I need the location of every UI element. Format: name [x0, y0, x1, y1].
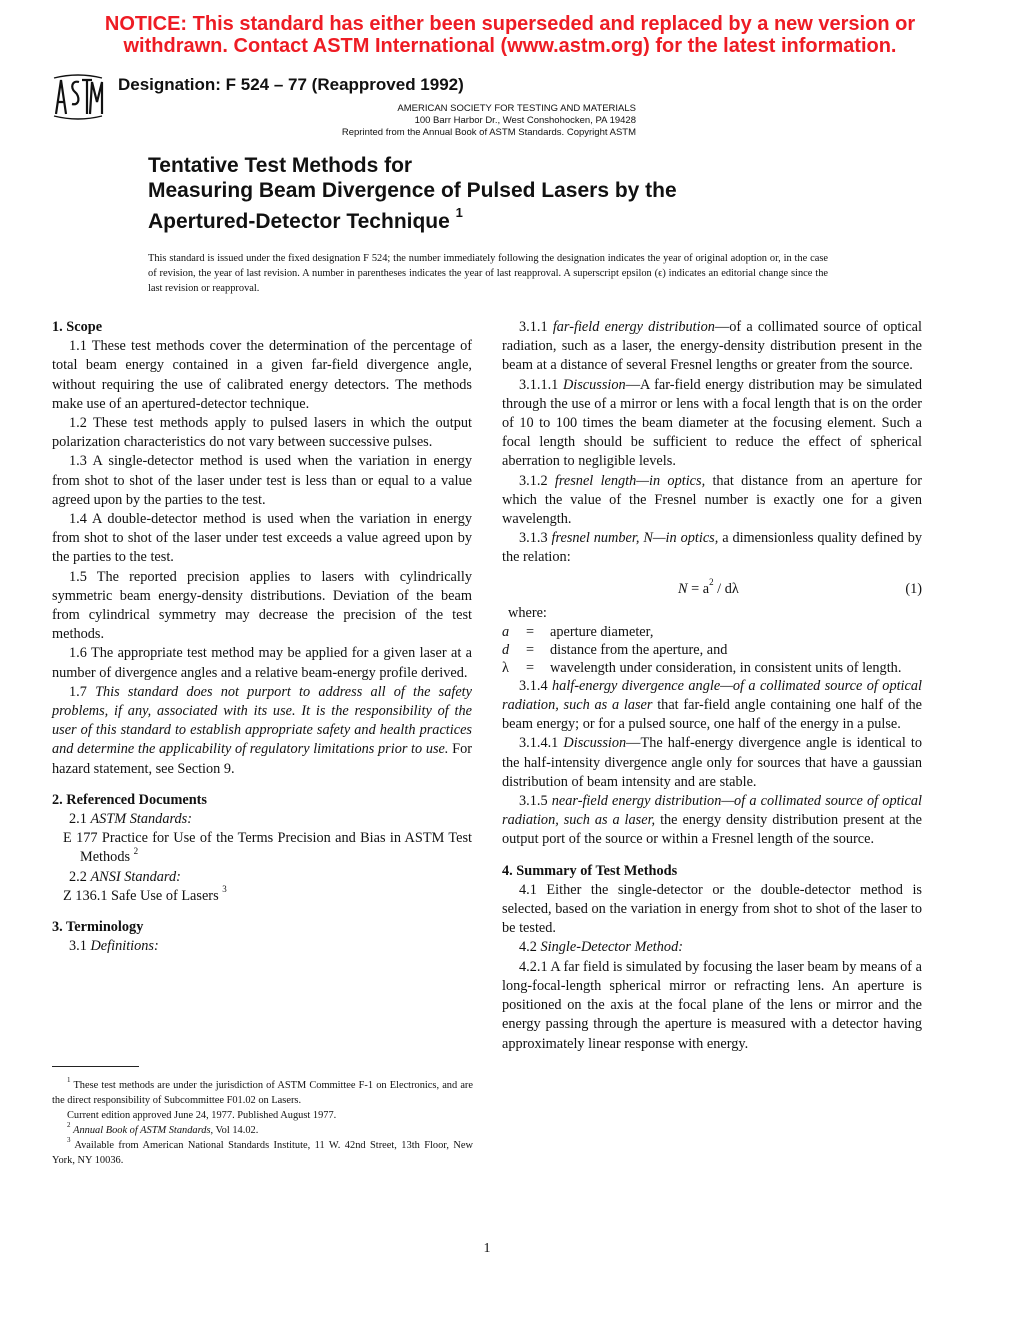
- para-1-6: 1.6 The appropriate test method may be applied for a given laser at a number of divergence angles and a relative beam-energy profile derived.: [52, 645, 472, 681]
- para-4-2-1: 4.2.1 A far field is simulated by focusing the laser beam by means of a long-focal-length spherical mirror or refracting lens. An aperture is positioned on the axis at the focal plane of the lens or mirror and the energy passing through the aperture is measured with a detector having approximately linear response with energy.: [502, 958, 922, 1052]
- para-1-4: 1.4 A double-detector method is used when the variation in energy from shot to shot of the laser under test exceeds a value agreed upon by the parties to the test.: [52, 511, 472, 566]
- section-4-heading: 4. Summary of Test Methods: [502, 862, 678, 879]
- title-footnote-mark: 1: [455, 205, 463, 220]
- designation: Designation: F 524 – 77 (Reapproved 1992): [118, 75, 464, 94]
- para-1-7: 1.7 This standard does not purport to address all of the safety problems, if any, associated with its use. It is the responsibility of the user of this standard to establish appropriate safety and health practices and determine the applicability of regulatory limitations prior to use. For hazard statement, see Section 9.: [52, 683, 472, 777]
- para-1-5: 1.5 The reported precision applies to lasers with cylindrically symmetric beam energy-density distributions. Deviation of the beam from cylindrical symmetry may decrease the precision of the test methods.: [52, 568, 472, 643]
- astm-logo-icon: [52, 74, 104, 120]
- reprint-notice: Reprinted from the Annual Book of ASTM Standards. Copyright ASTM: [341, 127, 636, 138]
- title-line-1: Tentative Test Methods for: [148, 154, 413, 177]
- where-list: a = aperture diameter, d = distance from the aperture, and λ = wavelength under consideration, in consistent units of length.: [502, 623, 902, 676]
- def-3-1-1: 3.1.1 far-field energy distribution—of a collimated source of optical radiation, such as a laser, the energy-density distribution present in the beam at a distance of several Fresnel lengths or greater from the source.: [502, 319, 922, 374]
- footnote-2: $^2$ Annual Book of ASTM Standards, Vol 14.02.: [67, 1120, 259, 1136]
- para-4-2: 4.2 Single-Detector Method:: [519, 939, 683, 956]
- supersede-notice: [0, 13, 1020, 57]
- notice-line-1: NOTICE: This standard has either been superseded and replaced by a new version or: [104, 13, 916, 35]
- def-3-1-5: 3.1.5 near-field energy distribution—of a collimated source of optical radiation, such as a laser, the energy density distribution present at the output port of the source or within a Fresnel length of the source.: [502, 793, 922, 848]
- def-3-1-4-1: 3.1.4.1 Discussion—The half-energy divergence angle is identical to the half-intensity divergence angle only for sources that have a gaussian distribution of beam intensity and are stable.: [502, 735, 923, 790]
- section-2-heading: 2. Referenced Documents: [52, 791, 207, 808]
- def-3-1-2: 3.1.2 fresnel length—in optics, that distance from an aperture for which the value of the Fresnel number is exactly one for a given wavelength.: [502, 472, 922, 528]
- para-1-2: 1.2 These test methods apply to pulsed lasers in which the output polarization characteristics do not vary between successive pulses.: [52, 415, 472, 451]
- def-3-1-4: 3.1.4 half-energy divergence angle—of a collimated source of optical radiation, such as a laser that far-field angle containing one half of the beam energy; or for a pulsed source, one half of the energy in a pulse.: [502, 677, 922, 733]
- equation-1: $N = a^2 / d\lambda$ (1): [502, 574, 922, 604]
- title-line-3: Apertured-Detector Technique: [148, 210, 450, 233]
- para-1-3: 1.3 A single-detector method is used when the variation in energy from shot to shot of the laser under test is less than or equal to a value agreed upon by the parties to the test.: [52, 453, 472, 508]
- where-label: where:: [508, 604, 547, 621]
- def-3-1-3: 3.1.3 fresnel number, N—in optics, a dimensionless quality defined by the relation:: [502, 530, 922, 566]
- para-3-1: 3.1 Definitions:: [69, 938, 159, 955]
- notice-line-2: withdrawn. Contact ASTM International (www.astm.org) for the latest information.: [123, 35, 897, 57]
- document-title: [148, 153, 677, 234]
- footnotes: [52, 1075, 474, 1168]
- footnote-divider: [52, 1066, 139, 1067]
- ref-z136: Z 136.1 Safe Use of Lasers $^3$: [63, 884, 227, 904]
- title-line-2: Measuring Beam Divergence of Pulsed Lasers by the: [148, 179, 677, 202]
- footnote-3: $^3$ Available from American National Standards Institute, 11 W. 42nd Street, 13th Floor, New York, NY 10036.: [52, 1135, 473, 1166]
- page-number: 1: [483, 1241, 491, 1256]
- equation-number: (1): [905, 580, 922, 597]
- para-4-1: 4.1 Either the single-detector or the double-detector method is selected, based on the variation in energy from shot to shot of the laser to be tested.: [502, 881, 922, 937]
- footnote-1b: Current edition approved June 24, 1977. Published August 1977.: [67, 1110, 337, 1121]
- footnote-1: $^1$ These test methods are under the jurisdiction of ASTM Committee F-1 on Electronics, and are the direct responsibility of Subcommittee F01.02 on Lasers.: [52, 1075, 474, 1106]
- right-column: [502, 318, 922, 1054]
- standard-intro: This standard is issued under the fixed designation F 524; the number immediately following the designation indicates the year of original adoption or, in the case of revision, the year of last revision. A number in parentheses indicates the year of last reapproval. A superscript epsilon (ϵ) indicates an editorial change since the last revision or reapproval.: [148, 253, 828, 294]
- left-column: [52, 318, 472, 957]
- section-1-heading: 1. Scope: [52, 319, 103, 335]
- ref-e177: E 177 Practice for Use of the Terms Precision and Bias in ASTM Test Methods $^2$: [63, 830, 472, 866]
- section-3-heading: 3. Terminology: [52, 919, 144, 936]
- publisher-name: AMERICAN SOCIETY FOR TESTING AND MATERIALS: [397, 103, 636, 114]
- publisher-address: 100 Barr Harbor Dr., West Conshohocken, PA 19428: [414, 115, 636, 126]
- publisher-block: [300, 103, 636, 139]
- def-3-1-1-1: 3.1.1.1 Discussion—A far-field energy distribution may be simulated through the use of a mirror or lens with a focal length that is on the order of 10 to 100 times the beam diameter at the focusing element. Such a focal length should be sufficient to reduce the effect of spherical aberration to negligible levels.: [502, 376, 922, 470]
- para-2-2: 2.2 ANSI Standard:: [69, 868, 181, 885]
- para-2-1: 2.1 ASTM Standards:: [69, 811, 192, 828]
- para-1-1: 1.1 These test methods cover the determination of the percentage of total beam energy contained in a given far-field divergence angle, without requiring the use of calibrated energy detectors. The methods make use of an apertured-detector technique.: [52, 338, 472, 412]
